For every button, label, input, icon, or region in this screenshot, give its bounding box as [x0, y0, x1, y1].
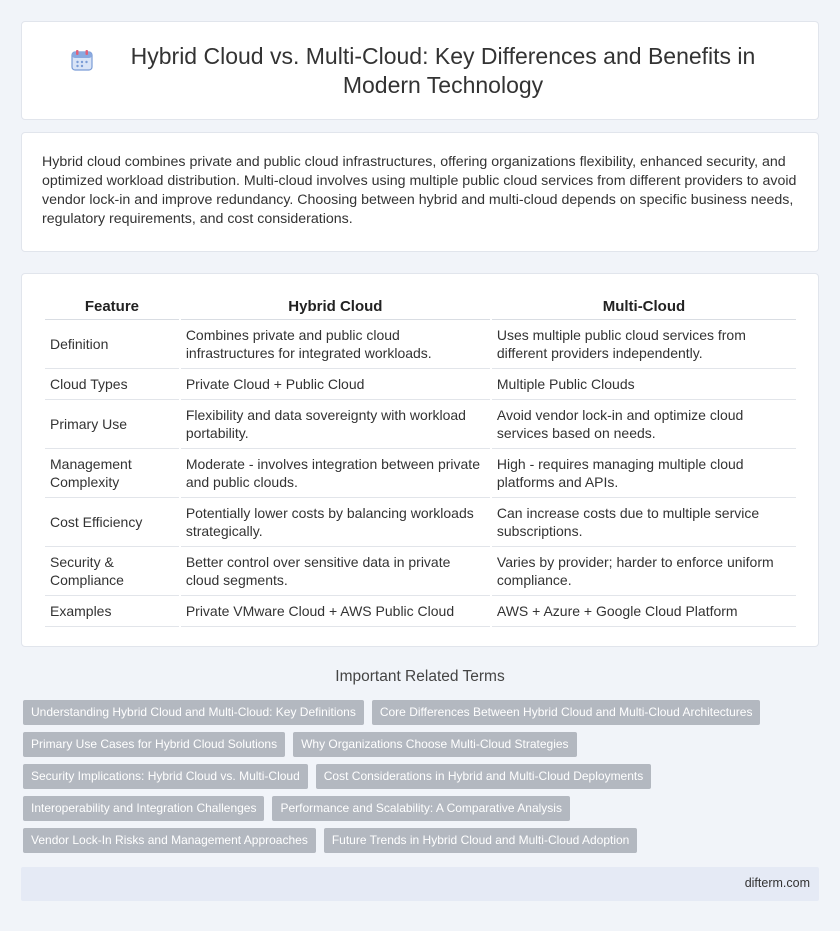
related-term-tag[interactable]: Understanding Hybrid Cloud and Multi-Cloud: Key Definitions [23, 700, 364, 725]
related-terms-tags [23, 700, 823, 860]
table-cell-hybrid: Private VMware Cloud + AWS Public Cloud [181, 596, 490, 627]
table-cell-feature: Definition [45, 320, 179, 369]
related-term-tag[interactable]: Future Trends in Hybrid Cloud and Multi-Cloud Adoption [324, 828, 638, 853]
table-cell-multi: Can increase costs due to multiple service subscriptions. [492, 498, 796, 547]
table-cell-hybrid: Flexibility and data sovereignty with workload portability. [181, 400, 490, 449]
related-term-tag[interactable]: Cost Considerations in Hybrid and Multi-Cloud Deployments [316, 764, 651, 789]
related-terms-title: Important Related Terms [335, 668, 505, 685]
table-cell-multi: Uses multiple public cloud services from different providers independently. [492, 320, 796, 369]
table-cell-multi: Avoid vendor lock-in and optimize cloud services based on needs. [492, 400, 796, 449]
table-header-row [45, 294, 796, 320]
table-row [45, 369, 796, 400]
table-row [45, 320, 796, 369]
related-term-tag[interactable]: Primary Use Cases for Hybrid Cloud Solutions [23, 732, 285, 757]
comparison-table [43, 294, 798, 627]
table-cell-hybrid: Private Cloud + Public Cloud [181, 369, 490, 400]
comparison-table-card [21, 273, 819, 647]
table-cell-multi: Multiple Public Clouds [492, 369, 796, 400]
table-row [45, 498, 796, 547]
table-cell-feature: Security & Compliance [45, 547, 179, 596]
tag-row [23, 732, 823, 764]
intro-card [21, 132, 819, 252]
table-cell-hybrid: Better control over sensitive data in private cloud segments. [181, 547, 490, 596]
related-term-tag[interactable]: Performance and Scalability: A Comparative Analysis [272, 796, 569, 821]
related-term-tag[interactable]: Why Organizations Choose Multi-Cloud Strategies [293, 732, 576, 757]
table-row [45, 400, 796, 449]
table-row [45, 596, 796, 627]
table-cell-hybrid: Potentially lower costs by balancing workloads strategically. [181, 498, 490, 547]
table-cell-hybrid: Combines private and public cloud infrastructures for integrated workloads. [181, 320, 490, 369]
title-wrap [70, 42, 770, 100]
related-term-tag[interactable]: Core Differences Between Hybrid Cloud and Multi-Cloud Architectures [372, 700, 761, 725]
footer [21, 867, 819, 901]
table-cell-hybrid: Moderate - involves integration between private and public clouds. [181, 449, 490, 498]
table-cell-multi: AWS + Azure + Google Cloud Platform [492, 596, 796, 627]
related-term-tag[interactable]: Vendor Lock-In Risks and Management Approaches [23, 828, 316, 853]
table-cell-multi: High - requires managing multiple cloud platforms and APIs. [492, 449, 796, 498]
column-header-feature: Feature [45, 294, 179, 320]
calendar-icon [70, 48, 94, 72]
header-card [21, 21, 819, 120]
column-header-hybrid: Hybrid Cloud [181, 294, 490, 320]
table-cell-multi: Varies by provider; harder to enforce uniform compliance. [492, 547, 796, 596]
tag-row [23, 828, 823, 860]
table-cell-feature: Management Complexity [45, 449, 179, 498]
table-cell-feature: Cost Efficiency [45, 498, 179, 547]
footer-site-link[interactable]: difterm.com [744, 876, 810, 890]
tag-row [23, 796, 823, 828]
page-title: Hybrid Cloud vs. Multi-Cloud: Key Differences and Benefits in Modern Technology [130, 42, 756, 98]
table-row [45, 449, 796, 498]
column-header-multi: Multi-Cloud [492, 294, 796, 320]
table-row [45, 547, 796, 596]
tag-row [23, 764, 823, 796]
table-cell-feature: Examples [45, 596, 179, 627]
table-cell-feature: Cloud Types [45, 369, 179, 400]
tag-row [23, 700, 823, 732]
table-cell-feature: Primary Use [45, 400, 179, 449]
related-term-tag[interactable]: Interoperability and Integration Challenges [23, 796, 264, 821]
related-term-tag[interactable]: Security Implications: Hybrid Cloud vs. Multi-Cloud [23, 764, 308, 789]
intro-text: Hybrid cloud combines private and public cloud infrastructures, offering organizations flexibility, enhanced security, and optimized workload distribution. Multi-cloud involves using multiple public cloud services from different providers to avoid vendor lock-in and improve redundancy. Choosing between hybrid and multi-cloud depends on specific business needs, regulatory requirements, and cost considerations. [42, 154, 797, 227]
